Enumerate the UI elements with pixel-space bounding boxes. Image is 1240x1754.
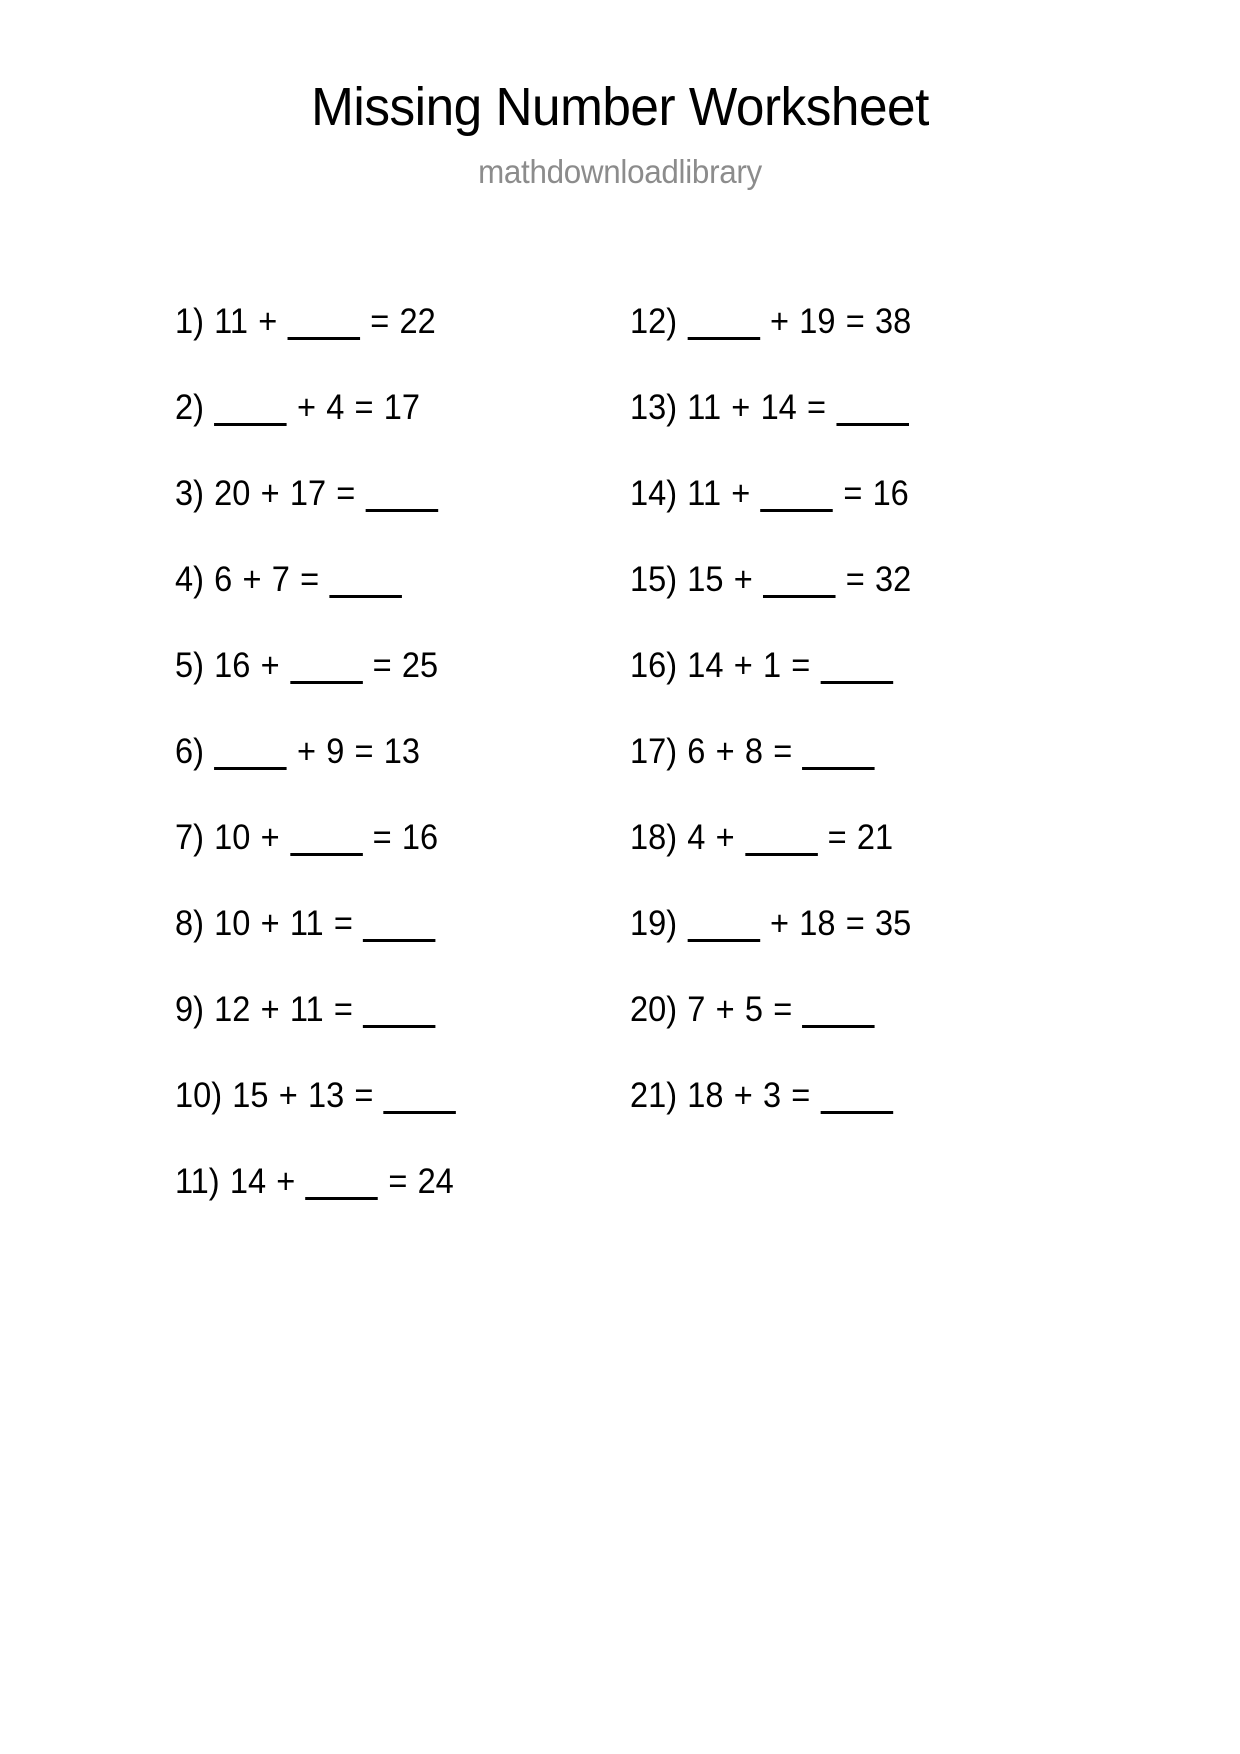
problem-row xyxy=(175,644,630,730)
sum-result: 25 xyxy=(401,646,439,685)
problem-equation xyxy=(630,902,911,946)
problem-equation xyxy=(630,386,919,430)
operand-first: 16 xyxy=(214,646,251,685)
problem-row xyxy=(175,1074,630,1160)
problem-equation xyxy=(630,988,885,1032)
plus-operator: + xyxy=(260,474,280,513)
answer-blank-sum-result[interactable] xyxy=(802,995,875,1028)
problem-number: 17) xyxy=(630,732,678,771)
answer-blank-operand-second[interactable] xyxy=(290,823,363,856)
equals-operator: = xyxy=(845,302,865,341)
plus-operator: + xyxy=(733,1076,753,1115)
problem-equation xyxy=(175,1160,454,1204)
answer-blank-sum-result[interactable] xyxy=(384,1081,457,1114)
sum-result: 17 xyxy=(383,388,420,427)
plus-operator: + xyxy=(296,388,316,427)
answer-blank-sum-result[interactable] xyxy=(802,737,875,770)
problem-number: 11) xyxy=(175,1162,220,1201)
problem-column-right xyxy=(630,300,1050,1160)
problem-equation xyxy=(175,988,446,1032)
operand-second: 11 xyxy=(289,990,324,1029)
operand-second: 7 xyxy=(271,560,290,599)
answer-blank-sum-result[interactable] xyxy=(366,479,439,512)
answer-blank-sum-result[interactable] xyxy=(821,1081,894,1114)
plus-operator: + xyxy=(296,732,316,771)
operand-first: 14 xyxy=(687,646,724,685)
answer-blank-operand-second[interactable] xyxy=(761,479,834,512)
operand-first: 6 xyxy=(687,732,706,771)
equals-operator: = xyxy=(354,388,374,427)
answer-blank-operand-second[interactable] xyxy=(745,823,818,856)
plus-operator: + xyxy=(258,302,278,341)
operand-first: 4 xyxy=(687,818,706,857)
problem-number: 10) xyxy=(175,1076,223,1115)
operand-first: 11 xyxy=(687,474,722,513)
equals-operator: = xyxy=(333,904,353,943)
problem-row xyxy=(630,386,1050,472)
answer-blank-operand-first[interactable] xyxy=(687,909,760,942)
answer-blank-sum-result[interactable] xyxy=(363,909,436,942)
plus-operator: + xyxy=(260,818,280,857)
equals-operator: = xyxy=(370,302,390,341)
problem-equation xyxy=(175,472,448,516)
equals-operator: = xyxy=(372,646,392,685)
plus-operator: + xyxy=(770,904,790,943)
problem-number: 21) xyxy=(630,1076,678,1115)
equals-operator: = xyxy=(388,1162,408,1201)
operand-first: 18 xyxy=(687,1076,724,1115)
equals-operator: = xyxy=(354,1076,374,1115)
problem-equation xyxy=(175,902,446,946)
problem-equation xyxy=(630,558,911,602)
problem-row xyxy=(630,644,1050,730)
equals-operator: = xyxy=(336,474,356,513)
plus-operator: + xyxy=(260,646,280,685)
problem-row xyxy=(175,730,630,816)
equals-operator: = xyxy=(807,388,827,427)
problem-row xyxy=(630,816,1050,902)
problem-equation xyxy=(175,1074,466,1118)
operand-second: 5 xyxy=(744,990,763,1029)
problem-equation xyxy=(630,644,903,688)
problem-row xyxy=(630,1074,1050,1160)
problem-row xyxy=(175,472,630,558)
problem-number: 7) xyxy=(175,818,204,857)
operand-first: 10 xyxy=(214,818,251,857)
worksheet-header xyxy=(0,0,1240,192)
equals-operator: = xyxy=(791,1076,811,1115)
problem-number: 9) xyxy=(175,990,204,1029)
problem-equation xyxy=(630,1074,903,1118)
operand-second: 1 xyxy=(762,646,782,685)
equals-operator: = xyxy=(354,732,374,771)
problem-number: 5) xyxy=(175,646,204,685)
problem-row xyxy=(630,472,1050,558)
problem-number: 13) xyxy=(630,388,678,427)
problem-equation xyxy=(630,472,909,516)
operand-first: 7 xyxy=(687,990,706,1029)
problem-row xyxy=(630,558,1050,644)
equals-operator: = xyxy=(827,818,847,857)
operand-second: 8 xyxy=(744,732,763,771)
equals-operator: = xyxy=(845,560,865,599)
problem-row xyxy=(630,988,1050,1074)
plus-operator: + xyxy=(770,302,790,341)
problem-number: 3) xyxy=(175,474,204,513)
answer-blank-operand-second[interactable] xyxy=(287,307,360,340)
problems-container xyxy=(0,300,1240,1246)
problem-row xyxy=(175,816,630,902)
equals-operator: = xyxy=(791,646,811,685)
answer-blank-operand-second[interactable] xyxy=(306,1167,379,1200)
operand-first: 20 xyxy=(214,474,251,513)
operand-second: 9 xyxy=(326,732,345,771)
operand-first: 11 xyxy=(214,302,248,341)
operand-first: 15 xyxy=(232,1076,269,1115)
problem-row xyxy=(630,730,1050,816)
problem-equation xyxy=(630,300,911,344)
equals-operator: = xyxy=(773,990,793,1029)
sum-result: 16 xyxy=(872,474,909,513)
sum-result: 38 xyxy=(874,302,912,341)
answer-blank-operand-second[interactable] xyxy=(290,651,363,684)
plus-operator: + xyxy=(731,388,751,427)
problem-number: 15) xyxy=(630,560,678,599)
operand-first: 10 xyxy=(214,904,251,943)
answer-blank-operand-first[interactable] xyxy=(687,307,760,340)
problem-equation xyxy=(630,816,893,860)
problem-row xyxy=(175,988,630,1074)
problem-row xyxy=(175,300,630,386)
sum-result: 35 xyxy=(874,904,912,943)
problem-number: 16) xyxy=(630,646,678,685)
problem-equation xyxy=(175,730,420,774)
problem-equation xyxy=(175,300,436,344)
problem-number: 14) xyxy=(630,474,678,513)
problem-number: 12) xyxy=(630,302,678,341)
answer-blank-sum-result[interactable] xyxy=(836,393,909,426)
problem-number: 8) xyxy=(175,904,204,943)
problem-equation xyxy=(175,644,438,688)
problem-row xyxy=(630,300,1050,386)
plus-operator: + xyxy=(276,1162,296,1201)
problem-column-left xyxy=(175,300,630,1246)
operand-second: 14 xyxy=(760,388,797,427)
problem-number: 1) xyxy=(175,302,204,341)
plus-operator: + xyxy=(733,646,753,685)
problem-equation xyxy=(175,816,438,860)
plus-operator: + xyxy=(278,1076,298,1115)
answer-blank-sum-result[interactable] xyxy=(329,565,402,598)
problem-row xyxy=(175,386,630,472)
equals-operator: = xyxy=(773,732,793,771)
problem-number: 4) xyxy=(175,560,204,599)
sum-result: 13 xyxy=(383,732,420,771)
problem-row xyxy=(175,902,630,988)
equals-operator: = xyxy=(845,904,865,943)
operand-second: 17 xyxy=(289,474,327,513)
page-subtitle: mathdownloadlibrary xyxy=(478,153,762,190)
problem-row xyxy=(175,1160,630,1246)
problem-equation xyxy=(630,730,885,774)
operand-first: 12 xyxy=(214,990,251,1029)
answer-blank-sum-result[interactable] xyxy=(363,995,436,1028)
equals-operator: = xyxy=(372,818,392,857)
answer-blank-operand-first[interactable] xyxy=(214,737,287,770)
problem-equation xyxy=(175,386,420,430)
problem-number: 6) xyxy=(175,732,204,771)
operand-first: 14 xyxy=(229,1162,267,1201)
equals-operator: = xyxy=(333,990,353,1029)
equals-operator: = xyxy=(843,474,863,513)
plus-operator: + xyxy=(715,732,735,771)
answer-blank-sum-result[interactable] xyxy=(821,651,894,684)
operand-second: 4 xyxy=(326,388,345,427)
plus-operator: + xyxy=(260,904,280,943)
page-title: Missing Number Worksheet xyxy=(311,77,929,137)
plus-operator: + xyxy=(260,990,280,1029)
plus-operator: + xyxy=(731,474,751,513)
plus-operator: + xyxy=(715,818,735,857)
sum-result: 22 xyxy=(399,302,436,341)
operand-first: 11 xyxy=(687,388,722,427)
answer-blank-operand-second[interactable] xyxy=(763,565,836,598)
equals-operator: = xyxy=(300,560,320,599)
problem-equation xyxy=(175,558,412,602)
plus-operator: + xyxy=(242,560,262,599)
problem-number: 2) xyxy=(175,388,204,427)
problem-number: 19) xyxy=(630,904,678,943)
problem-number: 20) xyxy=(630,990,678,1029)
operand-second: 11 xyxy=(289,904,324,943)
answer-blank-operand-first[interactable] xyxy=(214,393,287,426)
sum-result: 21 xyxy=(856,818,894,857)
sum-result: 24 xyxy=(417,1162,454,1201)
problem-row xyxy=(175,558,630,644)
plus-operator: + xyxy=(715,990,735,1029)
operand-second: 19 xyxy=(799,302,836,341)
operand-first: 15 xyxy=(687,560,724,599)
problem-row xyxy=(630,902,1050,988)
sum-result: 32 xyxy=(874,560,912,599)
sum-result: 16 xyxy=(401,818,439,857)
operand-second: 3 xyxy=(762,1076,782,1115)
problem-number: 18) xyxy=(630,818,678,857)
operand-first: 6 xyxy=(214,560,233,599)
operand-second: 13 xyxy=(307,1076,345,1115)
operand-second: 18 xyxy=(799,904,836,943)
plus-operator: + xyxy=(733,560,753,599)
